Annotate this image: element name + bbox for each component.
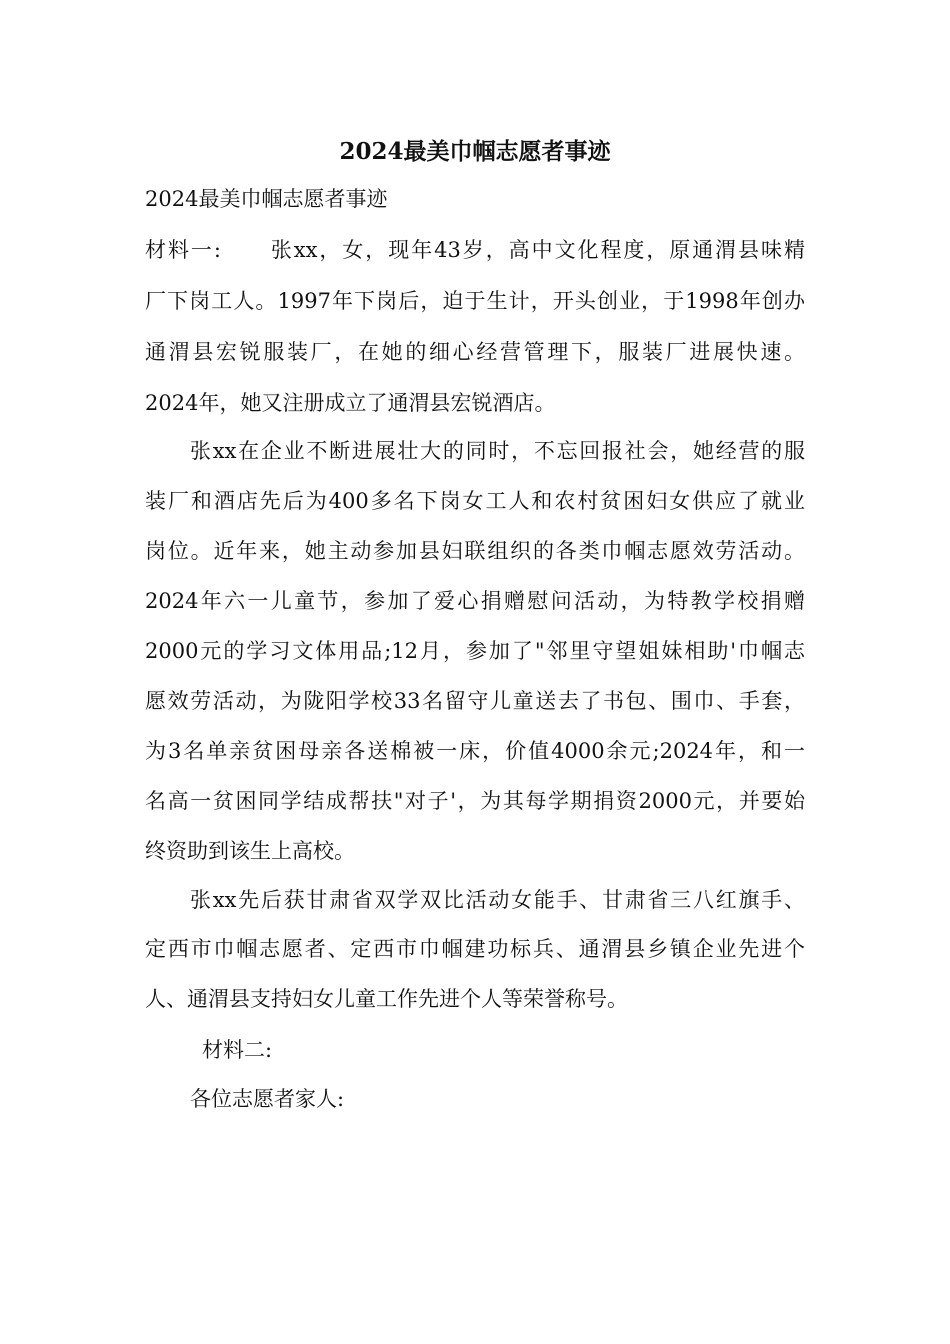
paragraph-line: 愿效劳活动，为陇阳学校33名留守儿童送去了书包、围巾、手套， [145,689,805,713]
paragraph-line: 张xx在企业不断进展壮大的同时，不忘回报社会，她经营的服 [190,439,805,463]
greeting: 各位志愿者家人: [190,1087,345,1111]
document-title: 2024最美巾帼志愿者事迹 [339,138,611,165]
paragraph-line: 终资助到该生上高校。 [145,839,355,863]
material1-label: 材料一: [145,238,221,262]
paragraph-line: 装厂和酒店先后为400多名下岗女工人和农村贫困妇女供应了就业 [145,489,805,513]
paragraph-line: 厂下岗工人。1997年下岗后，迫于生计，开头创业，于1998年创办 [145,289,805,313]
paragraph-line: 2000元的学习文体用品;12月，参加了"邻里守望姐妹相助'巾帼志 [145,639,805,663]
paragraph-line: 2024年六一儿童节，参加了爱心捐赠慰问活动，为特教学校捐赠 [145,589,805,613]
material2-label: 材料二: [202,1038,273,1062]
paragraph-line: 人、通渭县支持妇女儿童工作先进个人等荣誉称号。 [145,987,628,1011]
paragraph-line: 为3名单亲贫困母亲各送棉被一床，价值4000余元;2024年，和一 [145,739,805,763]
paragraph-line: 岗位。近年来，她主动参加县妇联组织的各类巾帼志愿效劳活动。 [145,539,805,563]
subtitle: 2024最美巾帼志愿者事迹 [145,187,388,211]
paragraph-line: 通渭县宏锐服装厂，在她的细心经营管理下，服装厂进展快速。 [145,340,805,364]
paragraph-line: 定西市巾帼志愿者、定西市巾帼建功标兵、通渭县乡镇企业先进个 [145,937,805,961]
paragraph-line: 张xx，女，现年43岁，高中文化程度，原通渭县味精 [268,238,805,262]
paragraph-line: 张xx先后获甘肃省双学双比活动女能手、甘肃省三八红旗手、 [190,888,805,912]
paragraph-line: 名高一贫困同学结成帮扶"对子'，为其每学期捐资2000元，并要始 [145,789,805,813]
paragraph-line: 2024年，她又注册成立了通渭县宏锐酒店。 [145,391,556,415]
material1-first-line [145,233,805,267]
